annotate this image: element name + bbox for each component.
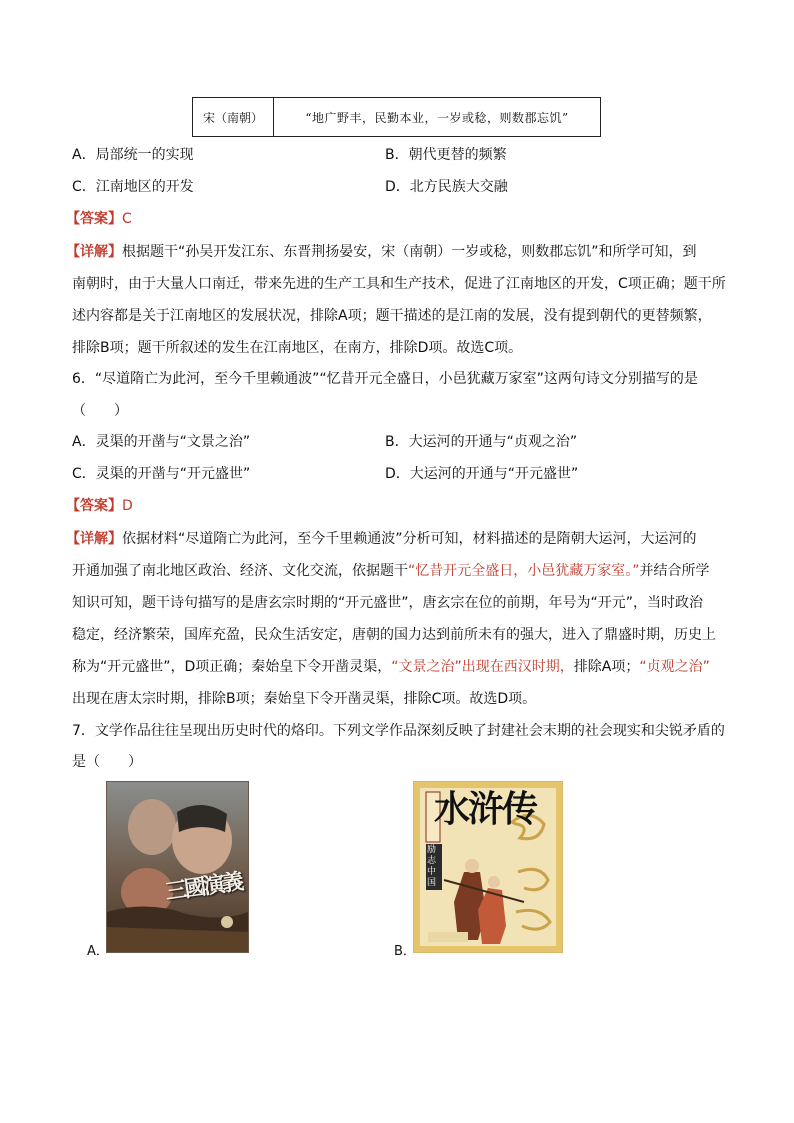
q7-stem-line-2: 是（ ） (72, 754, 142, 770)
q5-option-a: A．局部统一的实现 (72, 147, 194, 163)
source-table (192, 97, 601, 137)
table-dynasty-cell: 宋（南朝） (193, 98, 274, 136)
figure-b-label: B． (394, 944, 416, 959)
highlight-quote: “文景之治”出现在西汉时期， (391, 659, 574, 675)
q5-detail-line-2: 南朝时，由于大量人口南迁，带来先进的生产工具和生产技术，促进了江南地区的开发，C项正确；题干所 (72, 276, 726, 292)
detail-text: 称为“开元盛世”，D项正确；秦始皇下令开凿灵渠， (72, 659, 392, 675)
q5-detail-line-1 (66, 242, 697, 262)
table-quote-cell: “地广野丰，民勤本业，一岁或稔，则数郡忘饥” (305, 110, 569, 125)
q7-stem-line-1: 7．文学作品往往呈现出历史时代的烙印。下列文学作品深刻反映了封建社会末期的社会现实和尖锐矛盾的 (72, 723, 725, 739)
q6-detail-line-1 (66, 529, 697, 549)
q6-stem-line-2: （ ） (72, 403, 128, 419)
answer-value: D (122, 498, 133, 514)
detail-text: 依据材料“尽道隋亡为此河，至今千里赖通波”分析可知，材料描述的是隋朝大运河，大运河的 (122, 531, 697, 547)
detail-tag: 【详解】 (66, 244, 122, 260)
figure-a-cover (106, 781, 249, 953)
q6-option-a: A．灵渠的开凿与“文景之治” (72, 434, 251, 450)
q6-stem-line-1: 6．“尽道隋亡为此河，至今千里赖通波”“忆昔开元全盛日，小邑犹藏万家室”这两句诗文分别描写的是 (72, 371, 698, 387)
q5-detail-line-3: 述内容都是关于江南地区的发展状况，排除A项；题干描述的是江南的发展，没有提到朝代的更替频繁， (72, 308, 712, 324)
cover-title-three-kingdoms: 三國演義 (163, 868, 243, 906)
q6-option-c: C．灵渠的开凿与“开元盛世” (72, 466, 251, 482)
q5-option-d: D．北方民族大交融 (385, 179, 508, 195)
answer-tag: 【答案】 (66, 211, 122, 227)
q5-answer (66, 209, 132, 229)
q5-detail-line-4: 排除B项；题干所叙述的发生在江南地区，在南方，排除D项。故选C项。 (72, 340, 523, 356)
q6-answer (66, 496, 133, 516)
q6-detail-line-6: 出现在唐太宗时期，排除B项；秦始皇下令开凿灵渠，排除C项。故选D项。 (72, 691, 537, 707)
q6-option-d: D．大运河的开通与“开元盛世” (385, 466, 579, 482)
detail-text: 排除A项； (573, 659, 640, 675)
q6-detail-line-4: 稳定，经济繁荣，国库充盈，民众生活安定，唐朝的国力达到前所未有的强大，进入了鼎盛时期，历史上 (72, 627, 716, 643)
cover-title-water-margin: 水浒传 (434, 788, 537, 830)
figure-b-cover (413, 781, 563, 953)
cover-series-label: 励志中国 (426, 844, 442, 890)
detail-text: 开通加强了南北地区政治、经济、文化交流，依据题干 (72, 563, 408, 579)
detail-tag: 【详解】 (66, 531, 122, 547)
q6-option-b: B．大运河的开通与“贞观之治” (385, 434, 578, 450)
q5-option-c: C．江南地区的开发 (72, 179, 194, 195)
answer-tag: 【答案】 (66, 498, 122, 514)
detail-text: 根据题干“孙吴开发江东、东晋荆扬晏安，宋（南朝）一岁或稔，则数郡忘饥”和所学可知，到 (122, 244, 697, 260)
q6-detail-line-3: 知识可知，题干诗句描写的是唐玄宗时期的“开元盛世”，唐玄宗在位的前期，年号为“开元”，当时政治 (72, 595, 704, 611)
figure-a-label: A． (87, 944, 109, 959)
highlight-quote: “贞观之治” (639, 659, 710, 675)
highlight-quote: “忆昔开元全盛日，小邑犹藏万家室。” (408, 563, 640, 579)
q6-detail-line-5 (72, 657, 710, 677)
detail-text: 并结合所学 (639, 563, 710, 579)
q6-detail-line-2 (72, 561, 710, 581)
q5-option-b: B．朝代更替的频繁 (385, 147, 507, 163)
answer-value: C (122, 211, 132, 227)
